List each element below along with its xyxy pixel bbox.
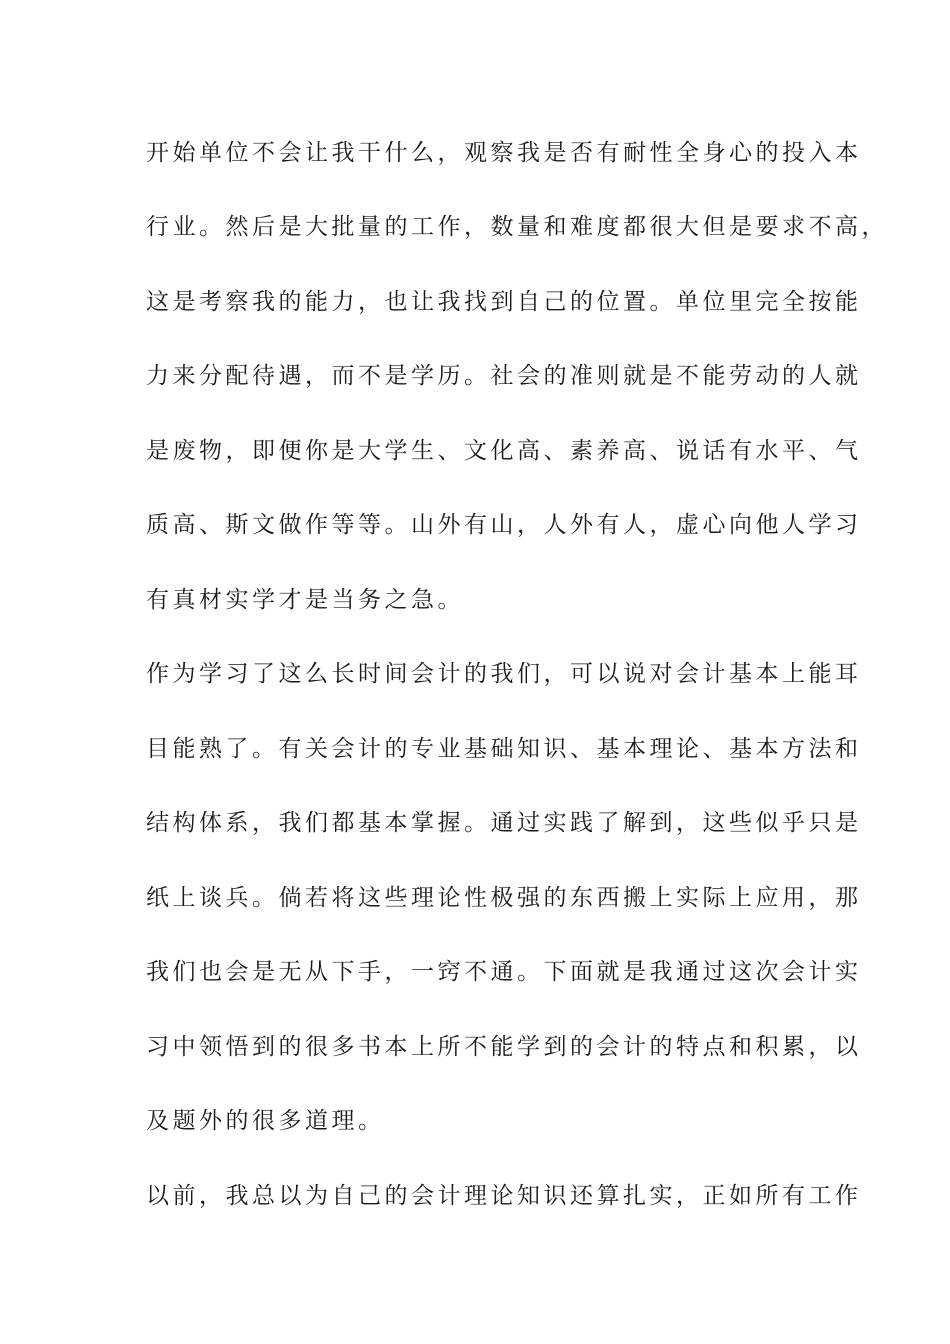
text-line: 纸上谈兵。倘若将这些理论性极强的东西搬上实际上应用，那 bbox=[146, 885, 862, 911]
text-line: 这是考察我的能力，也让我找到自己的位置。单位里完全按能 bbox=[146, 289, 862, 315]
text-line: 是废物，即便你是大学生、文化高、素养高、说话有水平、气 bbox=[146, 438, 862, 464]
text-line: 以前，我总以为自己的会计理论知识还算扎实，正如所有工作 bbox=[146, 1183, 862, 1209]
text-line: 力来分配待遇，而不是学历。社会的准则就是不能劳动的人就 bbox=[146, 363, 862, 389]
text-line: 目能熟了。有关会计的专业基础知识、基本理论、基本方法和 bbox=[146, 736, 862, 762]
text-line: 作为学习了这么长时间会计的我们，可以说对会计基本上能耳 bbox=[146, 661, 862, 687]
text-line: 我们也会是无从下手，一窍不通。下面就是我通过这次会计实 bbox=[146, 959, 862, 985]
text-line: 及题外的很多道理。 bbox=[146, 1108, 385, 1134]
text-line: 习中领悟到的很多书本上所不能学到的会计的特点和积累，以 bbox=[146, 1034, 862, 1060]
text-line: 行业。然后是大批量的工作，数量和难度都很大但是要求不高， bbox=[146, 214, 888, 240]
text-line: 结构体系，我们都基本掌握。通过实践了解到，这些似乎只是 bbox=[146, 810, 862, 836]
text-line: 开始单位不会让我干什么，观察我是否有耐性全身心的投入本 bbox=[146, 140, 862, 166]
text-line: 质高、斯文做作等等。山外有山，人外有人，虚心向他人学习 bbox=[146, 512, 862, 538]
text-line: 有真材实学才是当务之急。 bbox=[146, 587, 464, 613]
